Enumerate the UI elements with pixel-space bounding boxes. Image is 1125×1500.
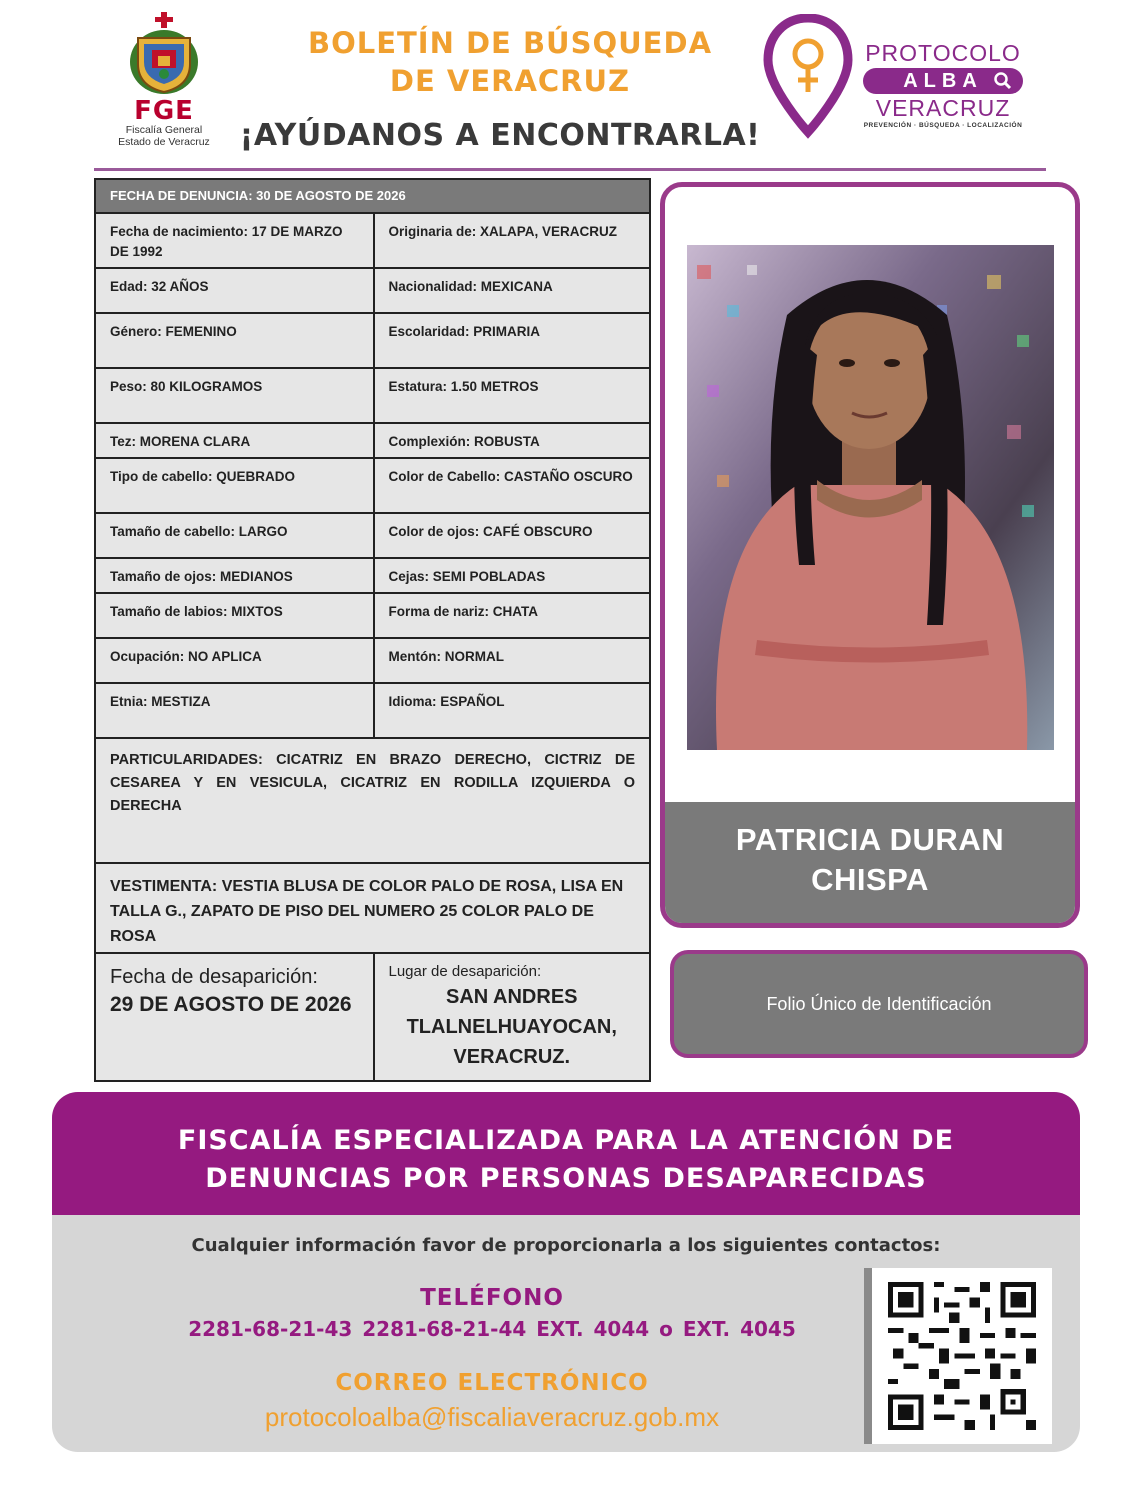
language: Idioma: ESPAÑOL xyxy=(373,684,650,737)
disappearance-date: 29 DE AGOSTO DE 2026 xyxy=(110,993,352,1016)
alba-protocolo-text: PROTOCOLO xyxy=(865,40,1021,66)
weight: Peso: 80 KILOGRAMOS xyxy=(110,379,263,394)
footer-panel xyxy=(52,1092,1080,1452)
table-row xyxy=(96,459,649,514)
name-band xyxy=(665,802,1075,928)
clothing-description: VESTIMENTA: VESTIA BLUSA DE COLOR PALO DE ROSA, LISA EN TALLA G., ZAPATO DE PISO DEL NUMERO 25 COLOR PALO DE ROSA xyxy=(96,864,649,954)
person-name-line1: PATRICIA DURAN xyxy=(735,822,1005,857)
bulletin-title-line2: DE VERACRUZ xyxy=(389,64,631,98)
age: Edad: 32 AÑOS xyxy=(110,279,209,294)
phone-numbers[interactable]: 2281-68-21-43 2281-68-21-44 EXT. 4044 o EXT. 4045 xyxy=(188,1317,796,1341)
phone-label: TELÉFONO xyxy=(420,1285,564,1311)
folio-box: Folio Único de Identificación xyxy=(670,950,1088,1058)
person-data-table xyxy=(94,178,651,1082)
contact-intro: Cualquier información favor de proporcionarla a los siguientes contactos: xyxy=(191,1235,941,1256)
bulletin-title-line1: BOLETÍN DE BÚSQUEDA xyxy=(307,26,713,60)
hair-length: Tamaño de cabello: LARGO xyxy=(110,524,288,539)
table-row xyxy=(96,639,649,684)
alba-name-text: ALBA xyxy=(903,70,983,92)
header-divider xyxy=(94,168,1046,171)
eyebrows: Cejas: SEMI POBLADAS xyxy=(373,559,650,592)
person-name-line2: CHISPA xyxy=(811,862,929,897)
skin-tone: Tez: MORENA CLARA xyxy=(110,434,251,449)
chin: Mentón: NORMAL xyxy=(373,639,650,682)
person-photo-illustration xyxy=(687,245,1054,750)
photo-card xyxy=(660,182,1080,928)
fge-abbr: FGE xyxy=(134,96,194,126)
ethnicity: Etnia: MESTIZA xyxy=(110,694,211,709)
table-row xyxy=(96,269,649,314)
fge-logo xyxy=(108,12,220,154)
email-address[interactable]: protocoloalba@fiscaliaveracruz.gob.mx xyxy=(264,1402,720,1432)
office-name-line2: DENUNCIAS POR PERSONAS DESAPARECIDAS xyxy=(205,1163,927,1194)
height: Estatura: 1.50 METROS xyxy=(373,369,650,422)
fge-name-line2: Estado de Veracruz xyxy=(118,136,210,148)
table-row xyxy=(96,314,649,369)
missing-person-photo xyxy=(687,245,1054,750)
table-row xyxy=(96,369,649,424)
table-row xyxy=(96,514,649,559)
hair-type: Tipo de cabello: QUEBRADO xyxy=(110,469,296,484)
alba-tagline: PREVENCIÓN · BÚSQUEDA · LOCALIZACIÓN xyxy=(863,122,1023,129)
nationality: Nacionalidad: MEXICANA xyxy=(373,269,650,312)
table-row xyxy=(96,594,649,639)
office-name-line1: FISCALÍA ESPECIALIZADA PARA LA ATENCIÓN DE xyxy=(177,1125,955,1156)
qr-code-icon xyxy=(888,1282,1036,1430)
alba-pill xyxy=(863,68,1023,94)
fge-name-line1: Fiscalía General xyxy=(125,124,203,136)
build: Complexión: ROBUSTA xyxy=(373,424,650,457)
protocolo-alba-logo xyxy=(762,14,1032,144)
table-row xyxy=(96,424,649,459)
occupation: Ocupación: NO APLICA xyxy=(110,649,262,664)
eye-color: Color de ojos: CAFÉ OBSCURO xyxy=(373,514,650,557)
hair-color: Color de Cabello: CASTAÑO OSCURO xyxy=(373,459,650,512)
magnifier-icon xyxy=(993,71,1013,91)
prosecutor-office-band xyxy=(52,1092,1080,1215)
veracruz-shield-icon xyxy=(128,12,200,96)
email-label: CORREO ELECTRÓNICO xyxy=(335,1370,649,1396)
eye-size: Tamaño de ojos: MEDIANOS xyxy=(110,569,293,584)
disappearance-row xyxy=(96,954,649,1080)
gender: Género: FEMENINO xyxy=(110,324,237,339)
schooling: Escolaridad: PRIMARIA xyxy=(373,314,650,367)
qr-code[interactable] xyxy=(864,1268,1052,1444)
disappearance-place: SAN ANDRES TLALNELHUAYOCAN, VERACRUZ. xyxy=(406,986,617,1068)
origin: Originaria de: XALAPA, VERACRUZ xyxy=(373,214,650,267)
table-row xyxy=(96,559,649,594)
distinguishing-marks: PARTICULARIDADES: CICATRIZ EN BRAZO DERECHO, CICTRIZ DE CESAREA Y EN VESICULA, CICATRIZ EN RODILLA IZQUIERDA O DERECHA xyxy=(96,739,649,864)
report-date: FECHA DE DENUNCIA: 30 DE AGOSTO DE 2026 xyxy=(96,180,649,214)
disappearance-place-label: Lugar de desaparición: xyxy=(388,963,542,980)
disappearance-date-label: Fecha de desaparición: xyxy=(110,966,318,988)
nose-shape: Forma de nariz: CHATA xyxy=(373,594,650,637)
location-pin-female-icon xyxy=(762,14,854,140)
help-find-heading: ¡AYÚDANOS A ENCONTRARLA! xyxy=(239,118,761,153)
table-row xyxy=(96,684,649,739)
alba-region-text: VERACRUZ xyxy=(875,95,1011,121)
lip-size: Tamaño de labios: MIXTOS xyxy=(110,604,283,619)
birth-date: Fecha de nacimiento: 17 DE MARZO DE 1992 xyxy=(110,224,343,259)
table-row xyxy=(96,214,649,269)
